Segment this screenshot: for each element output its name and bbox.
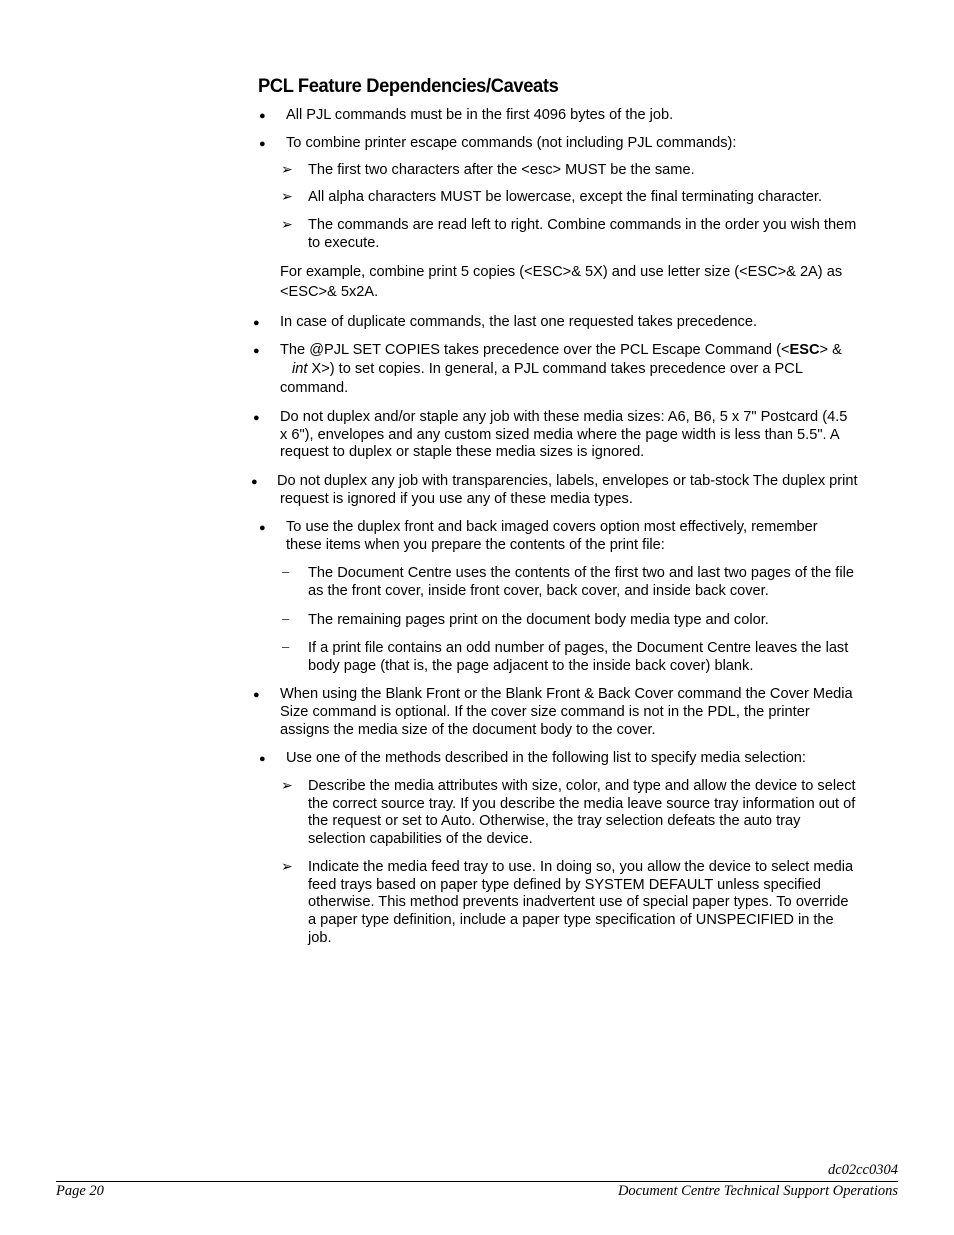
bullet-item-text: Do not duplex any job with transparencies, labels, envelopes or tab-stock The duplex print [277, 473, 858, 489]
page-number: Page 20 [56, 1183, 104, 1199]
example-text: For example, combine print 5 copies (<ESC>& 5X) and use letter size (<ESC>& 2A) as [280, 264, 843, 280]
bullet-icon: ● [259, 138, 266, 150]
sub-item-text: All alpha characters MUST be lowercase, except the final terminating character. [308, 189, 823, 205]
bullet-icon: ● [253, 412, 260, 424]
bullet-item-text: Do not duplex and/or staple any job with these media sizes: A6, B6, 5 x 7" Postcard (4.5 [280, 409, 848, 425]
arrow-bullet-icon: ➢ [281, 188, 293, 204]
example-text: <ESC>& 5x2A. [280, 284, 379, 300]
sub-item-text: The Document Centre uses the contents of the first two and last two pages of the file [308, 565, 854, 581]
sub-item-text: feed trays based on paper type defined by SYSTEM DEFAULT unless specified [308, 877, 821, 893]
arrow-bullet-icon: ➢ [281, 858, 293, 874]
bullet-item-text: To use the duplex front and back imaged covers option most effectively, remember [286, 519, 818, 535]
dash-bullet-icon: – [282, 564, 290, 579]
section-heading: PCL Feature Dependencies/Caveats [258, 75, 559, 97]
bullet-item-text: x 6"), envelopes and any custom sized media where the page width is less than 5.5". A [280, 427, 840, 443]
sub-item-text: otherwise. This method prevents inadvertent use of special paper types. To override [308, 894, 849, 910]
sub-item-text: Describe the media attributes with size, color, and type and allow the device to select [308, 778, 856, 794]
sub-item-text: The commands are read left to right. Combine commands in the order you wish them [308, 217, 857, 233]
bullet-item-text: assigns the media size of the document body to the cover. [280, 722, 656, 738]
footer-title: Document Centre Technical Support Operations [617, 1183, 898, 1199]
bullet-item-text: Use one of the methods described in the following list to specify media selection: [286, 750, 806, 766]
dash-bullet-icon: – [282, 611, 290, 626]
footer-rule [56, 1181, 898, 1182]
sub-item-text: Indicate the media feed tray to use. In doing so, you allow the device to select media [308, 859, 854, 875]
sub-item-text: the request or set to Auto. Otherwise, the tray selection defeats the auto tray [308, 813, 801, 829]
sub-item-text: to execute. [308, 235, 380, 251]
bullet-item-text: All PJL commands must be in the first 4096 bytes of the job. [286, 107, 674, 123]
sub-item-text: a paper type definition, include a paper type specification of UNSPECIFIED in the [308, 912, 834, 928]
sub-item-text: selection capabilities of the device. [308, 831, 533, 847]
document-code: dc02cc0304 [827, 1162, 898, 1178]
bullet-item-text: The @PJL SET COPIES takes precedence over the PCL Escape Command (<ESC> & [280, 342, 842, 358]
bullet-item-text: command. [280, 380, 349, 396]
bullet-item-text: int X>) to set copies. In general, a PJL command takes precedence over a PCL [292, 361, 803, 377]
bullet-item-text: these items when you prepare the contents of the print file: [286, 537, 665, 553]
sub-item-text: as the front cover, inside front cover, back cover, and inside back cover. [308, 583, 769, 599]
arrow-bullet-icon: ➢ [281, 777, 293, 793]
bullet-icon: ● [253, 317, 260, 329]
bullet-icon: ● [253, 689, 260, 701]
sub-item-text: body page (that is, the page adjacent to the inside back cover) blank. [308, 658, 754, 674]
sub-item-text: the correct source tray. If you describe the media leave source tray information out of [308, 796, 856, 812]
bullet-item-text: To combine printer escape commands (not including PJL commands): [286, 135, 737, 151]
bullet-item-text: request to duplex or staple these media sizes is ignored. [280, 444, 645, 460]
sub-item-text: The remaining pages print on the document body media type and color. [308, 612, 769, 628]
arrow-bullet-icon: ➢ [281, 216, 293, 232]
dash-bullet-icon: – [282, 639, 290, 654]
bullet-item-text: In case of duplicate commands, the last one requested takes precedence. [280, 314, 758, 330]
bullet-item-text: Size command is optional. If the cover size command is not in the PDL, the printer [280, 704, 810, 720]
bullet-icon: ● [259, 522, 266, 534]
bullet-item-text: request is ignored if you use any of these media types. [280, 491, 633, 507]
sub-item-text: job. [308, 930, 332, 946]
bullet-icon: ● [259, 110, 266, 122]
arrow-bullet-icon: ➢ [281, 161, 293, 177]
bullet-icon: ● [253, 345, 260, 357]
sub-item-text: If a print file contains an odd number of pages, the Document Centre leaves the last [308, 640, 849, 656]
bullet-icon: ● [251, 476, 258, 488]
bullet-item-text: When using the Blank Front or the Blank Front & Back Cover command the Cover Media [280, 686, 853, 702]
bullet-icon: ● [259, 753, 266, 765]
sub-item-text: The first two characters after the <esc> MUST be the same. [308, 162, 695, 178]
